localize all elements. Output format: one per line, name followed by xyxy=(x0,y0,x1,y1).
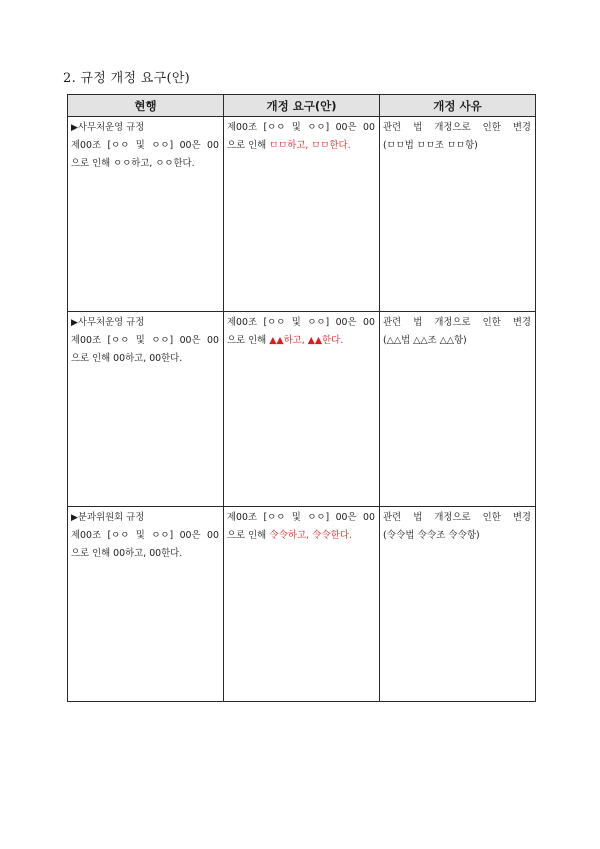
reason-text-line: (令令법 令令조 令令항) xyxy=(383,530,480,541)
reason-text-line: 관련 법 개정으로 인한 변경 xyxy=(383,512,531,523)
proposal-text-prefix: 으로 인해 xyxy=(227,530,270,541)
proposal-text-prefix: 으로 인해 xyxy=(227,335,270,346)
current-text-line: 제00조 [ㅇㅇ 및 ㅇㅇ] 00은 00 xyxy=(71,335,219,346)
proposal-text-line xyxy=(227,527,375,545)
regulation-title-text: 분과위원회 규정 xyxy=(77,512,145,523)
arrow-marker-icon: ▶ xyxy=(71,123,78,133)
proposal-text-line xyxy=(227,137,375,155)
header-reason: 개정 사유 xyxy=(380,95,536,117)
revision-table xyxy=(67,94,536,702)
reason-text-line: (△△법 △△조 △△항) xyxy=(383,335,467,346)
current-cell xyxy=(68,117,224,312)
proposal-text-line: 제00조 [ㅇㅇ 및 ㅇㅇ] 00은 00 xyxy=(227,512,375,523)
reason-text-line: (ㅁㅁ법 ㅁㅁ조 ㅁㅁ항) xyxy=(383,140,478,151)
proposal-text-line: 제00조 [ㅇㅇ 및 ㅇㅇ] 00은 00 xyxy=(227,317,375,328)
regulation-title-text: 사무처운영 규정 xyxy=(77,317,145,328)
table-row xyxy=(68,312,536,507)
current-text-line: 으로 인해 ㅇㅇ하고, ㅇㅇ한다. xyxy=(71,158,195,169)
regulation-title xyxy=(71,119,219,137)
page-heading: 2. 규정 개정 요구(안) xyxy=(63,71,191,86)
table-row xyxy=(68,507,536,702)
current-cell xyxy=(68,312,224,507)
reason-text-line: 관련 법 개정으로 인한 변경 xyxy=(383,122,531,133)
current-text-line: 으로 인해 00하고, 00한다. xyxy=(71,548,183,559)
regulation-title xyxy=(71,509,219,527)
reason-cell xyxy=(380,507,536,702)
proposal-text-line xyxy=(227,332,375,350)
proposal-highlight: ㅁㅁ하고, ㅁㅁ한다. xyxy=(269,140,351,151)
current-text-line: 으로 인해 00하고, 00한다. xyxy=(71,353,183,364)
reason-cell xyxy=(380,117,536,312)
arrow-marker-icon: ▶ xyxy=(71,513,78,523)
proposal-text-prefix: 으로 인해 xyxy=(227,140,270,151)
table-header-row xyxy=(68,95,536,117)
regulation-title-text: 사무처운영 규정 xyxy=(77,122,145,133)
proposal-cell xyxy=(224,117,380,312)
proposal-cell xyxy=(224,507,380,702)
header-proposal: 개정 요구(안) xyxy=(224,95,380,117)
current-text-line: 제00조 [ㅇㅇ 및 ㅇㅇ] 00은 00 xyxy=(71,530,219,541)
proposal-cell xyxy=(224,312,380,507)
current-text-line: 제00조 [ㅇㅇ 및 ㅇㅇ] 00은 00 xyxy=(71,140,219,151)
reason-cell xyxy=(380,312,536,507)
proposal-highlight: ▲▲하고, ▲▲한다. xyxy=(269,335,344,346)
reason-text-line: 관련 법 개정으로 인한 변경 xyxy=(383,317,531,328)
table-row xyxy=(68,117,536,312)
arrow-marker-icon: ▶ xyxy=(71,318,78,328)
regulation-title xyxy=(71,314,219,332)
current-cell xyxy=(68,507,224,702)
proposal-text-line: 제00조 [ㅇㅇ 및 ㅇㅇ] 00은 00 xyxy=(227,122,375,133)
header-current: 현행 xyxy=(68,95,224,117)
proposal-highlight: 令令하고, 令令한다. xyxy=(269,530,352,541)
